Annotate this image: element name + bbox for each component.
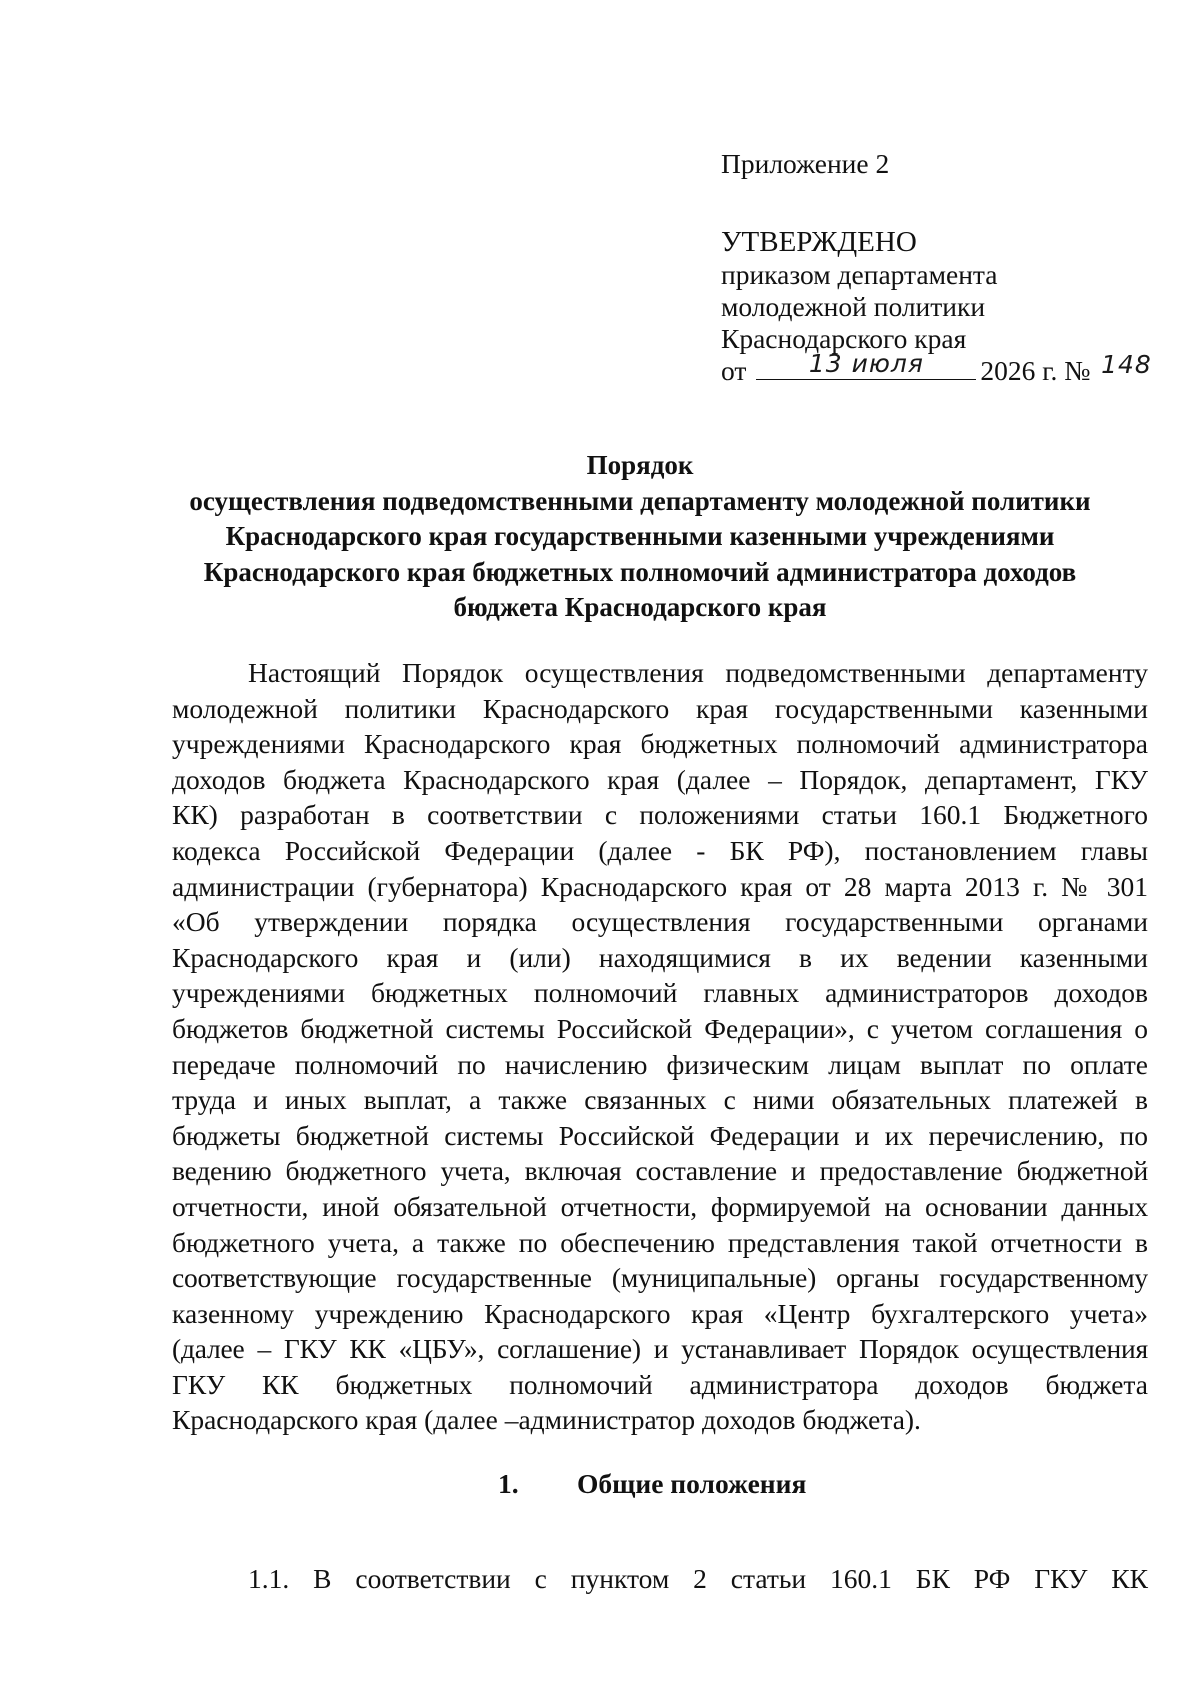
number-blank-field <box>1096 350 1156 380</box>
paragraph-line: соответствующие государственные (муниципальные) органы государственному <box>172 1262 1148 1294</box>
approval-line: приказом департамента <box>721 259 998 290</box>
approval-date-line <box>721 349 1161 387</box>
paragraph-line: ведению бюджетного учета, включая составление и предоставление бюджетной <box>172 1155 1148 1187</box>
date-blank-field <box>756 349 976 380</box>
handwritten-number: 148 <box>1101 350 1152 379</box>
approval-line: Краснодарского края <box>721 323 967 354</box>
paragraph-line: учреждениями Краснодарского края бюджетных полномочий администратора <box>172 728 1148 760</box>
date-suffix: 2026 г. № <box>980 355 1091 386</box>
paragraph-line: Настоящий Порядок осуществления подведомственными департаменту <box>248 657 1148 688</box>
paragraph-line: Краснодарского края (далее –администратор доходов бюджета). <box>172 1404 921 1436</box>
paragraph-line: учреждениями бюджетных полномочий главных администраторов доходов <box>172 977 1148 1009</box>
title-line: осуществления подведомственными департаменту молодежной политики <box>189 485 1091 516</box>
paragraph-line: (далее – ГКУ КК «ЦБУ», соглашение) и устанавливает Порядок осуществления <box>172 1333 1148 1365</box>
approved-heading: УТВЕРЖДЕНО <box>721 226 917 258</box>
title-line: бюджета Краснодарского края <box>453 592 827 622</box>
approval-stamp-block <box>721 148 1161 387</box>
intro-paragraph <box>172 655 1148 1438</box>
paragraph-line: труда и иных выплат, а также связанных с ними обязательных платежей в <box>172 1084 1148 1116</box>
point-1-1-paragraph <box>172 1561 1148 1597</box>
paragraph-line: бюджеты бюджетной системы Российской Федерации и их перечислению, по <box>172 1119 1148 1151</box>
title-line: Краснодарского края бюджетных полномочий администратора доходов <box>203 556 1077 587</box>
paragraph-line: молодежной политики Краснодарского края государственными казенными <box>172 692 1148 724</box>
section-number: 1. <box>498 1468 519 1499</box>
paragraph-line: бюджетов бюджетной системы Российской Федерации», с учетом соглашения о <box>172 1012 1148 1044</box>
paragraph-line: администрации (губернатора) Краснодарского края от 28 марта 2013 г. № 301 <box>172 870 1148 902</box>
title-line: Краснодарского края государственными казенными учреждениями <box>225 521 1055 551</box>
paragraph-line: доходов бюджета Краснодарского края (далее – Порядок, департамент, ГКУ <box>172 763 1148 795</box>
document-title <box>150 448 1130 626</box>
paragraph-line: 1.1. В соответствии с пунктом 2 статьи 160.1 БК РФ ГКУ КК <box>248 1563 1148 1594</box>
handwritten-date: 13 июля <box>808 349 924 378</box>
paragraph-line: передаче полномочий по начислению физическим лицам выплат по оплате <box>172 1048 1148 1080</box>
section-title: Общие положения <box>577 1468 807 1499</box>
paragraph-line: КК) разработан в соответствии с положениями статьи 160.1 Бюджетного <box>172 799 1148 831</box>
paragraph-line: ГКУ КК бюджетных полномочий администратора доходов бюджета <box>172 1368 1148 1400</box>
paragraph-line: кодекса Российской Федерации (далее - БК РФ), постановлением главы <box>172 834 1148 866</box>
paragraph-line: отчетности, иной обязательной отчетности, формируемой на основании данных <box>172 1190 1148 1222</box>
date-prefix: от <box>721 355 747 386</box>
paragraph-line: «Об утверждении порядка осуществления государственными органами <box>172 906 1148 938</box>
title-line: Порядок <box>586 450 694 480</box>
paragraph-line: Краснодарского края и (или) находящимися в их ведении казенными <box>172 941 1148 973</box>
paragraph-line: бюджетного учета, а также по обеспечению представления такой отчетности в <box>172 1226 1148 1258</box>
approval-line: молодежной политики <box>721 291 986 322</box>
appendix-label: Приложение 2 <box>721 148 890 179</box>
paragraph-line: казенному учреждению Краснодарского края «Центр бухгалтерского учета» <box>172 1297 1148 1329</box>
